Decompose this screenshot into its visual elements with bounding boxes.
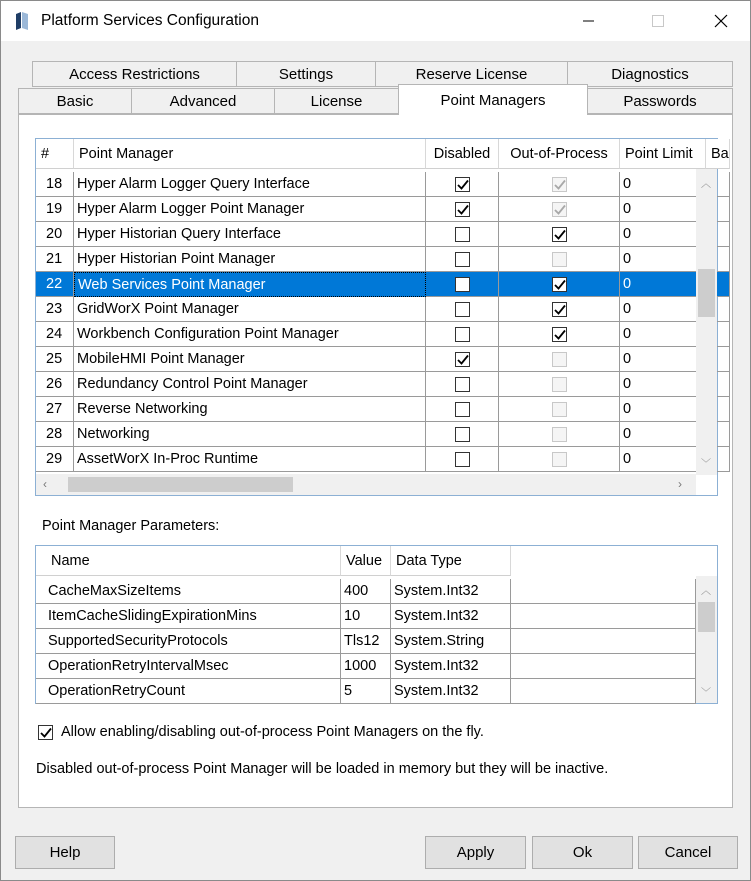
parameters-label: Point Manager Parameters:	[42, 518, 220, 534]
parameter-name[interactable]: OperationRetryIntervalMsec	[36, 654, 341, 679]
app-book-icon	[14, 12, 30, 30]
out-of-process-cell	[499, 247, 620, 272]
row-number: 27	[36, 397, 74, 422]
tab-advanced[interactable]: Advanced	[131, 88, 275, 114]
out-of-process-cell[interactable]	[499, 222, 620, 247]
column-header-point-manager[interactable]: Point Manager	[74, 139, 426, 169]
disabled-cell[interactable]	[426, 322, 499, 347]
disabled-checkbox[interactable]	[455, 427, 470, 442]
scroll-left-icon[interactable]: ‹	[43, 477, 47, 491]
disabled-checkbox[interactable]	[455, 177, 470, 192]
disabled-cell[interactable]	[426, 222, 499, 247]
parameter-value[interactable]: Tls12	[341, 629, 391, 654]
out-of-process-cell	[499, 172, 620, 197]
tab-passwords[interactable]: Passwords	[587, 88, 733, 114]
parameter-data-type: System.Int32	[391, 579, 511, 604]
point-limit-cell[interactable]: 0	[620, 222, 706, 247]
column-header-ba[interactable]: Ba	[706, 139, 730, 169]
checkmark-icon	[457, 204, 469, 216]
out-of-process-cell	[499, 447, 620, 472]
row-number: 20	[36, 222, 74, 247]
disabled-cell[interactable]	[426, 297, 499, 322]
parameter-name[interactable]: SupportedSecurityProtocols	[36, 629, 341, 654]
point-manager-name[interactable]: Networking	[74, 422, 426, 447]
row-number: 18	[36, 172, 74, 197]
point-limit-cell[interactable]: 0	[620, 272, 706, 297]
horizontal-scrollbar[interactable]	[36, 474, 696, 495]
out-of-process-cell	[499, 197, 620, 222]
parameter-name[interactable]: OperationRetryCount	[36, 679, 341, 704]
scroll-down-icon[interactable]: ﹀	[701, 459, 711, 470]
disabled-checkbox[interactable]	[455, 452, 470, 467]
disabled-cell[interactable]	[426, 272, 499, 297]
disabled-checkbox[interactable]	[455, 377, 470, 392]
params-scroll-up-icon[interactable]: ︿	[701, 586, 711, 597]
out-of-process-checkbox	[552, 377, 567, 392]
disabled-checkbox[interactable]	[455, 352, 470, 367]
parameter-row[interactable]	[36, 679, 696, 704]
checkmark-icon	[554, 279, 566, 291]
close-icon	[714, 14, 728, 28]
out-of-process-checkbox	[552, 202, 567, 217]
point-manager-row[interactable]	[36, 197, 696, 222]
out-of-process-cell[interactable]	[499, 272, 620, 297]
disabled-cell[interactable]	[426, 172, 499, 197]
disabled-cell[interactable]	[426, 447, 499, 472]
checkmark-icon	[457, 354, 469, 366]
checkmark-icon	[554, 179, 566, 191]
parameter-value[interactable]: 400	[341, 579, 391, 604]
disabled-checkbox[interactable]	[455, 277, 470, 292]
row-number: 29	[36, 447, 74, 472]
disabled-checkbox[interactable]	[455, 402, 470, 417]
point-manager-row[interactable]	[36, 397, 696, 422]
point-manager-name[interactable]: Workbench Configuration Point Manager	[74, 322, 426, 347]
params-vertical-scrollbar[interactable]	[696, 576, 717, 703]
parameter-data-type: System.Int32	[391, 654, 511, 679]
checkmark-icon	[554, 229, 566, 241]
row-number: 21	[36, 247, 74, 272]
disabled-checkbox[interactable]	[455, 227, 470, 242]
disabled-cell[interactable]	[426, 247, 499, 272]
row-number: 22	[36, 272, 74, 297]
parameter-row[interactable]	[36, 604, 696, 629]
disabled-cell[interactable]	[426, 197, 499, 222]
title-bar	[1, 1, 750, 41]
out-of-process-cell	[499, 347, 620, 372]
parameter-extra	[511, 604, 696, 629]
point-manager-name[interactable]: Hyper Alarm Logger Query Interface	[74, 172, 426, 197]
allow-toggle-checkbox[interactable]	[38, 725, 53, 740]
point-manager-row[interactable]	[36, 422, 696, 447]
params-scroll-down-icon[interactable]: ﹀	[701, 688, 711, 699]
parameter-value[interactable]: 1000	[341, 654, 391, 679]
tab-reserve-license[interactable]: Reserve License	[375, 61, 568, 87]
tab-license[interactable]: License	[274, 88, 399, 114]
out-of-process-checkbox	[552, 452, 567, 467]
point-limit-cell[interactable]: 0	[620, 347, 706, 372]
out-of-process-cell	[499, 397, 620, 422]
point-manager-row[interactable]	[36, 372, 696, 397]
out-of-process-cell	[499, 422, 620, 447]
disabled-cell[interactable]	[426, 422, 499, 447]
out-of-process-checkbox	[552, 427, 567, 442]
minimize-icon	[583, 15, 595, 27]
allow-toggle-label: Allow enabling/disabling out-of-process Point Managers on the fly.	[61, 724, 484, 740]
scroll-right-icon[interactable]: ›	[678, 477, 682, 491]
parameter-extra	[511, 629, 696, 654]
checkmark-icon	[457, 179, 469, 191]
parameter-extra	[511, 579, 696, 604]
column-header-point-limit[interactable]: Point Limit	[620, 139, 706, 169]
point-limit-cell[interactable]: 0	[620, 172, 706, 197]
point-manager-row[interactable]	[36, 322, 696, 347]
point-manager-row[interactable]	[36, 222, 696, 247]
row-number: 26	[36, 372, 74, 397]
close-button[interactable]	[698, 1, 744, 41]
out-of-process-checkbox[interactable]	[552, 327, 567, 342]
point-manager-name[interactable]: Hyper Alarm Logger Point Manager	[74, 197, 426, 222]
help-button[interactable]: Help	[15, 836, 115, 869]
row-number: 19	[36, 197, 74, 222]
out-of-process-cell	[499, 372, 620, 397]
parameter-row[interactable]	[36, 579, 696, 604]
checkmark-icon	[554, 329, 566, 341]
scroll-thumb[interactable]	[698, 269, 715, 317]
row-number: 24	[36, 322, 74, 347]
out-of-process-checkbox[interactable]	[552, 302, 567, 317]
point-limit-cell[interactable]: 0	[620, 197, 706, 222]
disabled-cell[interactable]	[426, 397, 499, 422]
point-manager-row[interactable]	[36, 172, 696, 197]
ok-button[interactable]: Ok	[532, 836, 633, 869]
column-header-out-of-process[interactable]: Out-of-Process	[499, 139, 620, 169]
point-limit-cell[interactable]: 0	[620, 247, 706, 272]
point-manager-grid[interactable]	[35, 138, 729, 496]
out-of-process-cell[interactable]	[499, 322, 620, 347]
parameter-extra	[511, 679, 696, 704]
point-manager-row[interactable]	[36, 297, 696, 322]
params-scroll-thumb[interactable]	[698, 602, 715, 632]
scroll-up-icon[interactable]: ︿	[701, 179, 711, 190]
maximize-icon	[652, 15, 664, 27]
window-title: Platform Services Configuration	[41, 12, 259, 29]
row-number: 28	[36, 422, 74, 447]
point-limit-cell[interactable]: 0	[620, 397, 706, 422]
vertical-scrollbar[interactable]	[696, 169, 717, 475]
disabled-checkbox[interactable]	[455, 327, 470, 342]
tab-settings[interactable]: Settings	[236, 61, 376, 87]
minimize-button[interactable]	[566, 1, 612, 41]
maximize-button[interactable]	[635, 1, 681, 41]
tab-diagnostics[interactable]: Diagnostics	[567, 61, 733, 87]
point-limit-cell[interactable]: 0	[620, 322, 706, 347]
parameters-grid[interactable]	[35, 545, 718, 704]
out-of-process-checkbox[interactable]	[552, 277, 567, 292]
disabled-checkbox[interactable]	[455, 302, 470, 317]
checkmark-icon	[554, 304, 566, 316]
column-header-number[interactable]: #	[36, 139, 74, 169]
info-note: Disabled out-of-process Point Manager will be loaded in memory but they will be inactive.	[36, 761, 609, 777]
point-manager-name[interactable]: Hyper Historian Point Manager	[74, 247, 426, 272]
hscroll-thumb[interactable]	[68, 477, 293, 492]
tab-access-restrictions[interactable]: Access Restrictions	[32, 61, 237, 87]
disabled-checkbox[interactable]	[455, 202, 470, 217]
apply-button[interactable]: Apply	[425, 836, 526, 869]
point-manager-name[interactable]: Redundancy Control Point Manager	[74, 372, 426, 397]
point-limit-cell[interactable]: 0	[620, 422, 706, 447]
cancel-button[interactable]: Cancel	[638, 836, 738, 869]
point-manager-row[interactable]	[36, 447, 696, 472]
checkmark-icon	[40, 727, 52, 739]
disabled-cell[interactable]	[426, 372, 499, 397]
out-of-process-checkbox[interactable]	[552, 227, 567, 242]
point-manager-row[interactable]	[36, 247, 696, 272]
parameter-row[interactable]	[36, 629, 696, 654]
param-header-data-type[interactable]: Data Type	[391, 546, 511, 576]
point-manager-row[interactable]	[36, 272, 696, 297]
point-manager-name[interactable]: Hyper Historian Query Interface	[74, 222, 426, 247]
disabled-checkbox[interactable]	[455, 252, 470, 267]
param-header-value[interactable]: Value	[341, 546, 391, 576]
row-number: 25	[36, 347, 74, 372]
point-manager-name[interactable]: AssetWorX In-Proc Runtime	[74, 447, 426, 472]
disabled-cell[interactable]	[426, 347, 499, 372]
point-manager-name[interactable]: MobileHMI Point Manager	[74, 347, 426, 372]
parameter-value[interactable]: 5	[341, 679, 391, 704]
allow-toggle-option[interactable]	[38, 724, 484, 740]
point-limit-cell[interactable]: 0	[620, 372, 706, 397]
parameter-extra	[511, 654, 696, 679]
out-of-process-checkbox	[552, 252, 567, 267]
point-manager-name[interactable]: Web Services Point Manager	[74, 272, 426, 297]
point-manager-name[interactable]: GridWorX Point Manager	[74, 297, 426, 322]
parameter-data-type: System.Int32	[391, 679, 511, 704]
tab-basic[interactable]: Basic	[18, 88, 132, 114]
param-header-name[interactable]: Name	[36, 546, 341, 576]
point-manager-row[interactable]	[36, 347, 696, 372]
out-of-process-checkbox	[552, 352, 567, 367]
checkmark-icon	[554, 204, 566, 216]
tab-point-managers[interactable]: Point Managers	[398, 84, 588, 115]
column-header-disabled[interactable]: Disabled	[426, 139, 499, 169]
parameter-name[interactable]: CacheMaxSizeItems	[36, 579, 341, 604]
out-of-process-checkbox	[552, 177, 567, 192]
parameter-data-type: System.Int32	[391, 604, 511, 629]
row-number: 23	[36, 297, 74, 322]
parameter-name[interactable]: ItemCacheSlidingExpirationMins	[36, 604, 341, 629]
parameter-data-type: System.String	[391, 629, 511, 654]
parameter-value[interactable]: 10	[341, 604, 391, 629]
out-of-process-checkbox	[552, 402, 567, 417]
point-limit-cell[interactable]: 0	[620, 297, 706, 322]
point-limit-cell[interactable]: 0	[620, 447, 706, 472]
out-of-process-cell[interactable]	[499, 297, 620, 322]
point-manager-name[interactable]: Reverse Networking	[74, 397, 426, 422]
parameter-row[interactable]	[36, 654, 696, 679]
